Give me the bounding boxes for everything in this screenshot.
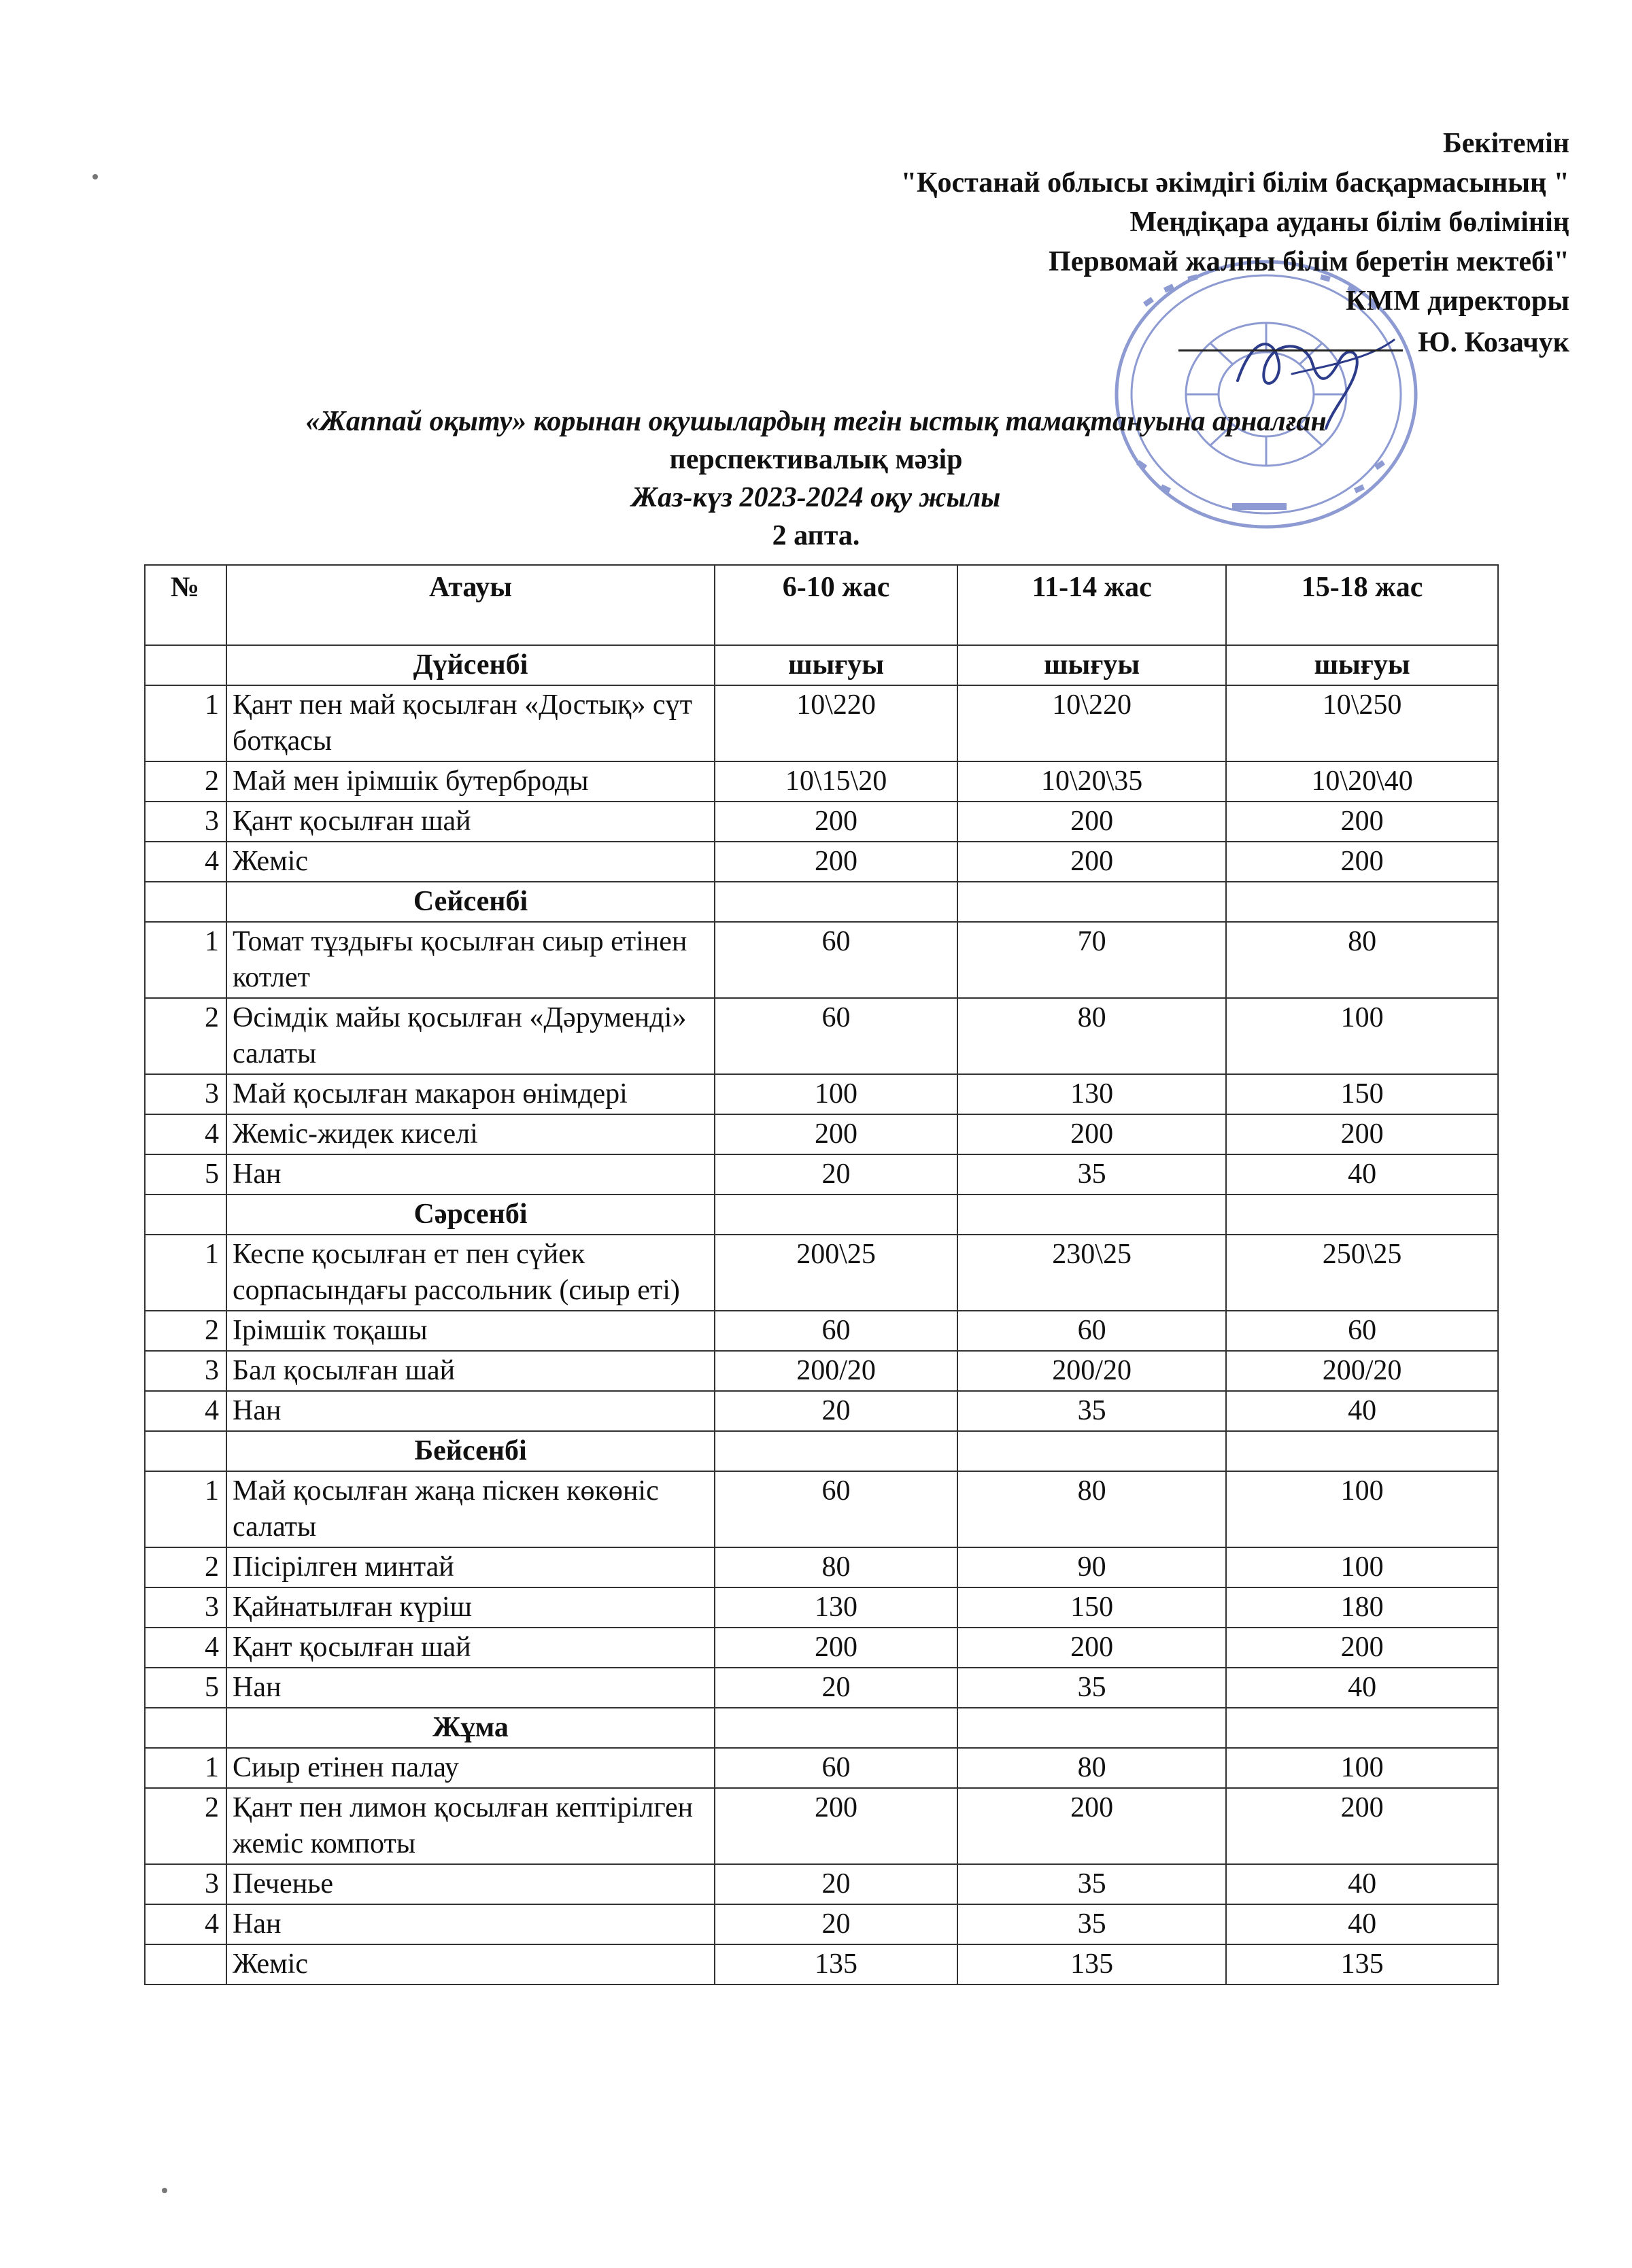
approval-line-district: Меңдіқара ауданы білім бөлімінің (1129, 207, 1569, 238)
item-number: 2 (145, 1547, 226, 1587)
item-portion-value: 90 (957, 1547, 1226, 1587)
approval-line-signature (617, 321, 1569, 362)
item-name: Қант қосылған шай (226, 802, 715, 842)
day-yield-label: шығуы (1226, 645, 1498, 685)
menu-item-row (145, 1904, 1498, 1944)
menu-item-row (145, 1788, 1498, 1864)
document-title (136, 402, 1496, 555)
item-number (145, 1944, 226, 1984)
day-name: Бейсенбі (226, 1431, 715, 1471)
scan-speck (162, 2188, 167, 2193)
menu-item-row (145, 1391, 1498, 1431)
menu-item-row (145, 1471, 1498, 1547)
item-number: 3 (145, 1864, 226, 1904)
item-number: 3 (145, 802, 226, 842)
day-number-cell (145, 645, 226, 685)
day-yield-label (1226, 882, 1498, 922)
item-portion-value: 10\220 (715, 685, 957, 761)
day-header-row (145, 882, 1498, 922)
item-name: Пісірілген минтай (226, 1547, 715, 1587)
item-portion-value: 60 (715, 922, 957, 998)
item-number: 3 (145, 1351, 226, 1391)
item-portion-value: 60 (715, 1748, 957, 1788)
signature-line (1178, 321, 1403, 351)
item-portion-value: 100 (715, 1074, 957, 1114)
day-yield-label (715, 1195, 957, 1235)
item-number: 3 (145, 1587, 226, 1628)
menu-item-row (145, 1668, 1498, 1708)
item-number: 1 (145, 1748, 226, 1788)
item-portion-value: 35 (957, 1154, 1226, 1195)
item-portion-value: 100 (1226, 1547, 1498, 1587)
day-header-row (145, 645, 1498, 685)
day-name: Сейсенбі (226, 882, 715, 922)
item-portion-value: 20 (715, 1864, 957, 1904)
item-portion-value: 200 (1226, 802, 1498, 842)
item-number: 1 (145, 1235, 226, 1311)
title-line-1: «Жаппай оқыту» корынан оқушылардың тегін ыстық тамақтануына арналған (305, 406, 1327, 437)
item-portion-value: 180 (1226, 1587, 1498, 1628)
day-name: Сәрсенбі (226, 1195, 715, 1235)
item-portion-value: 200 (957, 802, 1226, 842)
item-portion-value: 20 (715, 1154, 957, 1195)
menu-item-row (145, 1587, 1498, 1628)
item-number: 2 (145, 998, 226, 1074)
item-name: Жеміс-жидек киселі (226, 1114, 715, 1154)
approval-line-approve: Бекітемін (1442, 128, 1569, 159)
item-portion-value: 200/20 (1226, 1351, 1498, 1391)
item-portion-value: 200 (715, 842, 957, 882)
item-name: Кеспе қосылған ет пен сүйек сорпасындағы рассольник (сиыр еті) (226, 1235, 715, 1311)
day-yield-label (1226, 1195, 1498, 1235)
column-header-name: Атауы (226, 565, 715, 645)
item-number: 2 (145, 1788, 226, 1864)
item-number: 5 (145, 1154, 226, 1195)
menu-item-row (145, 1944, 1498, 1984)
item-name: Жеміс (226, 1944, 715, 1984)
item-name: Қант қосылған шай (226, 1628, 715, 1668)
item-portion-value: 250\25 (1226, 1235, 1498, 1311)
item-portion-value: 80 (957, 998, 1226, 1074)
table-header-row (145, 565, 1498, 645)
approval-line-school: Первомай жалпы білім беретін мектебі" (1049, 246, 1569, 277)
menu-item-row (145, 1547, 1498, 1587)
item-portion-value: 200 (957, 1628, 1226, 1668)
item-portion-value: 80 (715, 1547, 957, 1587)
item-number: 1 (145, 1471, 226, 1547)
item-portion-value: 135 (957, 1944, 1226, 1984)
item-portion-value: 200 (1226, 842, 1498, 882)
day-header-row (145, 1431, 1498, 1471)
item-portion-value: 200/20 (715, 1351, 957, 1391)
item-name: Жеміс (226, 842, 715, 882)
item-portion-value: 80 (957, 1471, 1226, 1547)
item-portion-value: 35 (957, 1864, 1226, 1904)
item-portion-value: 20 (715, 1904, 957, 1944)
day-name: Жұма (226, 1708, 715, 1748)
item-portion-value: 200 (1226, 1114, 1498, 1154)
menu-item-row (145, 998, 1498, 1074)
column-header-age-6-10: 6-10 жас (715, 565, 957, 645)
item-portion-value: 200/20 (957, 1351, 1226, 1391)
menu-item-row (145, 1235, 1498, 1311)
menu-item-row (145, 761, 1498, 802)
title-line-2: перспективалық мәзір (669, 444, 963, 475)
item-portion-value: 200 (715, 1788, 957, 1864)
day-yield-label (715, 1431, 957, 1471)
item-portion-value: 80 (1226, 922, 1498, 998)
item-name: Печенье (226, 1864, 715, 1904)
item-portion-value: 150 (957, 1587, 1226, 1628)
item-number: 4 (145, 1114, 226, 1154)
item-portion-value: 200 (715, 1628, 957, 1668)
scan-speck (92, 174, 98, 179)
item-portion-value: 20 (715, 1391, 957, 1431)
menu-item-row (145, 1628, 1498, 1668)
item-portion-value: 10\15\20 (715, 761, 957, 802)
day-yield-label: шығуы (715, 645, 957, 685)
day-number-cell (145, 882, 226, 922)
item-portion-value: 200 (1226, 1628, 1498, 1668)
day-number-cell (145, 1708, 226, 1748)
menu-table-body (145, 565, 1498, 1984)
day-number-cell (145, 1431, 226, 1471)
menu-item-row (145, 1748, 1498, 1788)
approval-line-position: КММ директоры (1345, 286, 1569, 317)
day-yield-label (1226, 1431, 1498, 1471)
item-portion-value: 40 (1226, 1668, 1498, 1708)
item-number: 1 (145, 685, 226, 761)
item-number: 3 (145, 1074, 226, 1114)
column-header-number: № (145, 565, 226, 645)
day-header-row (145, 1708, 1498, 1748)
item-portion-value: 60 (715, 1311, 957, 1351)
item-number: 2 (145, 761, 226, 802)
item-portion-value: 200 (715, 802, 957, 842)
day-number-cell (145, 1195, 226, 1235)
day-yield-label (957, 1195, 1226, 1235)
approval-block (617, 124, 1569, 362)
day-yield-label (957, 1431, 1226, 1471)
item-portion-value: 40 (1226, 1154, 1498, 1195)
column-header-age-15-18: 15-18 жас (1226, 565, 1498, 645)
director-name: Ю. Козачук (1418, 327, 1569, 358)
item-portion-value: 130 (957, 1074, 1226, 1114)
item-number: 4 (145, 1628, 226, 1668)
item-number: 4 (145, 1391, 226, 1431)
item-portion-value: 60 (957, 1311, 1226, 1351)
item-name: Нан (226, 1904, 715, 1944)
item-portion-value: 200\25 (715, 1235, 957, 1311)
menu-item-row (145, 1311, 1498, 1351)
item-portion-value: 10\220 (957, 685, 1226, 761)
item-name: Өсімдік майы қосылған «Дәруменді» салаты (226, 998, 715, 1074)
column-header-age-11-14: 11-14 жас (957, 565, 1226, 645)
item-portion-value: 200 (957, 1788, 1226, 1864)
item-portion-value: 200 (715, 1114, 957, 1154)
item-portion-value: 10\20\40 (1226, 761, 1498, 802)
item-portion-value: 35 (957, 1391, 1226, 1431)
item-number: 2 (145, 1311, 226, 1351)
menu-table (144, 564, 1499, 1985)
item-name: Нан (226, 1154, 715, 1195)
item-portion-value: 135 (1226, 1944, 1498, 1984)
item-portion-value: 130 (715, 1587, 957, 1628)
item-name: Нан (226, 1391, 715, 1431)
item-portion-value: 150 (1226, 1074, 1498, 1114)
item-portion-value: 35 (957, 1668, 1226, 1708)
day-yield-label (957, 1708, 1226, 1748)
item-name: Нан (226, 1668, 715, 1708)
item-portion-value: 200 (957, 1114, 1226, 1154)
item-portion-value: 80 (957, 1748, 1226, 1788)
item-name: Май қосылған макарон өнімдері (226, 1074, 715, 1114)
day-yield-label: шығуы (957, 645, 1226, 685)
item-portion-value: 10\250 (1226, 685, 1498, 761)
approval-line-department: "Қостанай облысы әкімдігі білім басқармасының " (900, 167, 1569, 199)
item-portion-value: 40 (1226, 1391, 1498, 1431)
menu-item-row (145, 842, 1498, 882)
item-portion-value: 60 (715, 1471, 957, 1547)
item-name: Бал қосылған шай (226, 1351, 715, 1391)
title-line-3: Жаз-күз 2023-2024 оқу жылы (631, 482, 1001, 513)
item-number: 5 (145, 1668, 226, 1708)
title-line-4: 2 апта. (772, 520, 860, 551)
item-number: 4 (145, 1904, 226, 1944)
day-name: Дүйсенбі (226, 645, 715, 685)
item-number: 4 (145, 842, 226, 882)
item-portion-value: 35 (957, 1904, 1226, 1944)
menu-item-row (145, 1154, 1498, 1195)
menu-item-row (145, 1074, 1498, 1114)
item-name: Сиыр етінен палау (226, 1748, 715, 1788)
item-name: Томат тұздығы қосылған сиыр етінен котлет (226, 922, 715, 998)
item-portion-value: 200 (1226, 1788, 1498, 1864)
menu-item-row (145, 802, 1498, 842)
item-portion-value: 40 (1226, 1904, 1498, 1944)
item-number: 1 (145, 922, 226, 998)
menu-item-row (145, 922, 1498, 998)
item-portion-value: 60 (715, 998, 957, 1074)
day-header-row (145, 1195, 1498, 1235)
item-portion-value: 230\25 (957, 1235, 1226, 1311)
item-portion-value: 40 (1226, 1864, 1498, 1904)
item-name: Қант пен май қосылған «Достық» сүт ботқасы (226, 685, 715, 761)
menu-item-row (145, 1114, 1498, 1154)
item-portion-value: 200 (957, 842, 1226, 882)
item-portion-value: 100 (1226, 1471, 1498, 1547)
item-name: Май қосылған жаңа піскен көкөніс салаты (226, 1471, 715, 1547)
item-name: Ірімшік тоқашы (226, 1311, 715, 1351)
item-portion-value: 10\20\35 (957, 761, 1226, 802)
item-name: Май мен ірімшік бутерброды (226, 761, 715, 802)
day-yield-label (957, 882, 1226, 922)
item-portion-value: 60 (1226, 1311, 1498, 1351)
menu-item-row (145, 1864, 1498, 1904)
menu-item-row (145, 1351, 1498, 1391)
day-yield-label (1226, 1708, 1498, 1748)
item-portion-value: 100 (1226, 998, 1498, 1074)
item-portion-value: 100 (1226, 1748, 1498, 1788)
item-portion-value: 20 (715, 1668, 957, 1708)
menu-item-row (145, 685, 1498, 761)
item-name: Қант пен лимон қосылған кептірілген жеміс компоты (226, 1788, 715, 1864)
item-name: Қайнатылған күріш (226, 1587, 715, 1628)
day-yield-label (715, 882, 957, 922)
item-portion-value: 70 (957, 922, 1226, 998)
day-yield-label (715, 1708, 957, 1748)
item-portion-value: 135 (715, 1944, 957, 1984)
